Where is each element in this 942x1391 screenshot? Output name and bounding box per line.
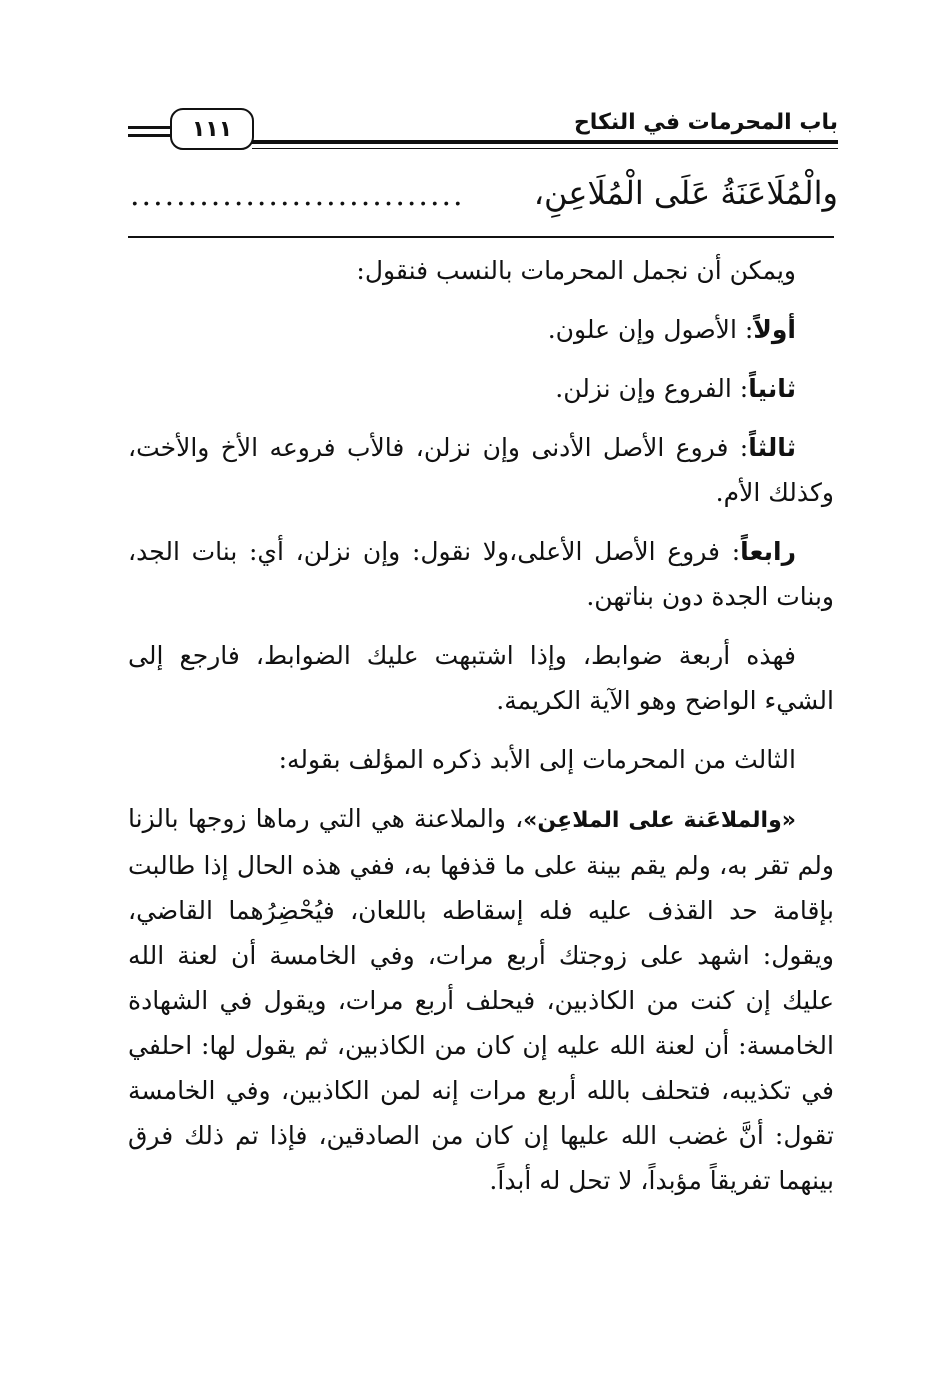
- commentary-body: [128, 248, 834, 1203]
- matn-text: والْمُلَاعَنَةُ عَلَى الْمُلَاعِنِ،: [533, 174, 838, 212]
- matn-divider: [128, 236, 834, 238]
- header-rule-left-top: [128, 126, 172, 129]
- second-text: : الفروع وإن نزلن.: [555, 374, 749, 403]
- explanation-text: ، والملاعنة هي التي رماها زوجها بالزنا ولم تقر به، ولم يقم بينة على ما قذفها به، ففي هذه الحال إذا طالبت بإقامة حد القذف عليه فله إسقاطه باللعان، فيُحْضِرُهما القاضي، ويقول: اشهد على زوجتك أربع مرات، وفي الخامسة أن لعنة الله عليك إن كنت من الكاذبين، فيحلف أربع مرات، ويقول في الشهادة الخامسة: أن لعنة الله عليه إن كان من الكاذبين، ثم يقول لها: احلفي في تكذيبه، فتحلف بالله أربع مرات إنه لمن الكاذبين، وفي الخامسة تقول: أنَّ غضب الله عليها إن كان من الصادقين، فإذا تم ذلك فرق بينهما تفريقاً مؤبداً، لا تحل له أبداً.: [128, 804, 834, 1195]
- header-rule-left-bottom: [128, 134, 172, 137]
- page-number: ١١١: [170, 108, 254, 150]
- third-item: [128, 425, 834, 515]
- third-text: : فروع الأصل الأدنى وإن نزلن، فالأب فروعه الأخ والأخت، وكذلك الأم.: [128, 433, 834, 507]
- explanation-paragraph: [128, 796, 834, 1203]
- intro-paragraph: ويمكن أن نجمل المحرمات بالنسب فنقول:: [356, 256, 796, 285]
- first-item: [128, 307, 834, 352]
- header-rule-thick: [252, 140, 838, 144]
- first-label: أولاً: [753, 315, 796, 344]
- header-rule-thin: [252, 148, 838, 149]
- first-text: : الأصول وإن علون.: [547, 315, 754, 344]
- third-category-paragraph: الثالث من المحرمات إلى الأبد ذكره المؤلف بقوله:: [278, 745, 796, 774]
- fourth-label: رابعاً: [740, 537, 796, 566]
- third-label: ثالثاً: [748, 433, 796, 462]
- second-item: [128, 366, 834, 411]
- matn-dots: .............................: [130, 178, 465, 213]
- running-header: [128, 104, 838, 160]
- fourth-text: : فروع الأصل الأعلى،ولا نقول: وإن نزلن، أي: بنات الجد، وبنات الجدة دون بناتهن.: [128, 537, 834, 611]
- second-label: ثانياً: [748, 374, 796, 403]
- chapter-title: باب المحرمات في النكاح: [573, 110, 838, 135]
- fourth-item: [128, 529, 834, 619]
- summary-paragraph: فهذه أربعة ضوابط، وإذا اشتبهت عليك الضوابط، فارجع إلى الشيء الواضح وهو الآية الكريمة.: [128, 641, 834, 715]
- quoted-matn: «والملاعَنة على الملاعِن»: [523, 808, 796, 833]
